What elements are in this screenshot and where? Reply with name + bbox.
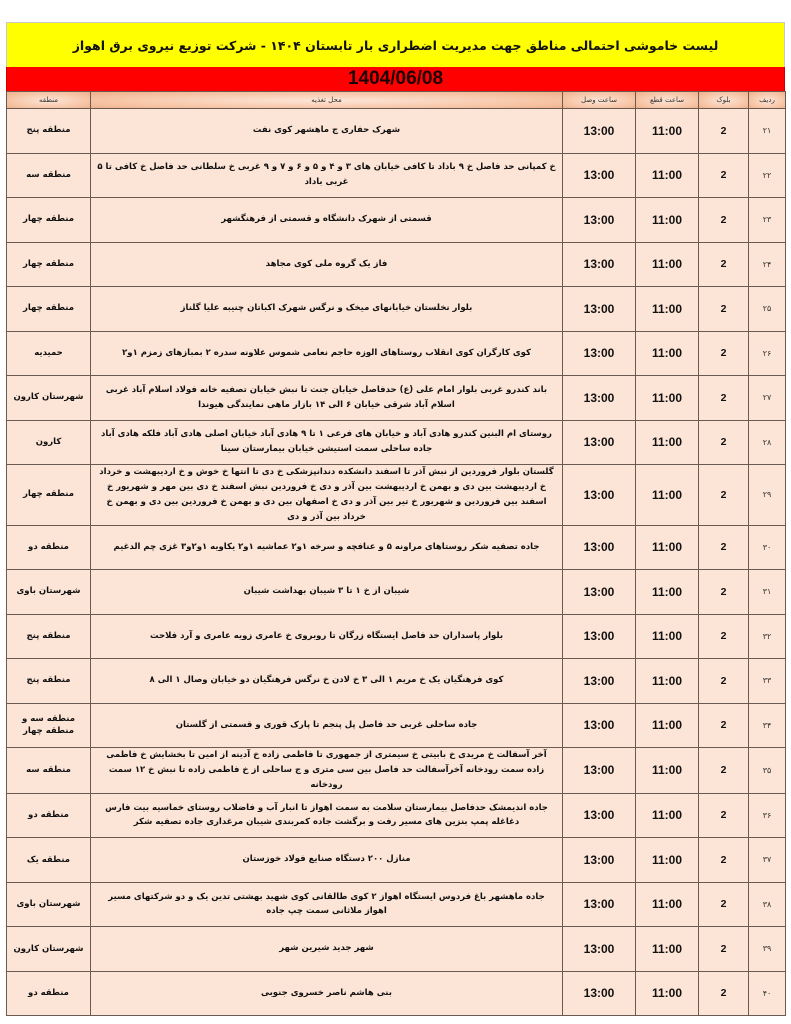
cut-time-cell: 11:00 bbox=[636, 882, 699, 927]
region-cell: منطقه چهار bbox=[7, 242, 91, 287]
cut-time-cell: 11:00 bbox=[636, 198, 699, 243]
table-row bbox=[7, 376, 786, 421]
row-number-cell: ۲۶ bbox=[749, 331, 786, 376]
table-row bbox=[7, 838, 786, 883]
region-cell: منطقه سه bbox=[7, 748, 91, 794]
row-number-cell: ۲۹ bbox=[749, 465, 786, 526]
row-number-cell: ۲۴ bbox=[749, 242, 786, 287]
region-cell: شهرستان باوی bbox=[7, 882, 91, 927]
block-cell: 2 bbox=[699, 882, 749, 927]
block-cell: 2 bbox=[699, 793, 749, 838]
table-row bbox=[7, 748, 786, 794]
block-cell: 2 bbox=[699, 376, 749, 421]
reconnect-time-cell: 13:00 bbox=[563, 614, 636, 659]
region-cell: شهرستان کارون bbox=[7, 376, 91, 421]
cut-time-cell: 11:00 bbox=[636, 287, 699, 332]
table-row bbox=[7, 525, 786, 570]
cut-time-cell: 11:00 bbox=[636, 525, 699, 570]
table-row bbox=[7, 242, 786, 287]
location-cell: باند کندرو غربی بلوار امام علی (ع) حدفاصل خیابان جنت تا نبش خیابان تصفیه خانه فولاد اسلام آباد غربی اسلام آباد شرقی خیابان ۶ الی ۱۴ بازار ماهی نمایندگی هیوندا bbox=[91, 376, 563, 421]
location-cell: جاده تصفیه شکر روستاهای مراونه ۵ و عنافچه و سرخه ۱و۲ عماشیه ۱و۲ یکاویه ۱و۲و۳ غزی چم الدغیم bbox=[91, 525, 563, 570]
location-cell: قسمتی از شهرک دانشگاه و قسمتی از فرهنگشهر bbox=[91, 198, 563, 243]
cut-time-cell: 11:00 bbox=[636, 927, 699, 972]
location-cell: آخر آسفالت خ مریدی خ بابیتی خ سیمتری از جمهوری تا فاطمی زاده خ آدینه از امین تا بخشایش خ فاطمی زاده سمت رودخانه آخرآسفالت حد فاصل بین سی متری و ج ساحلی از خ فاطمی زاده تا نبش خ ۱۲ سمت رودخانه bbox=[91, 748, 563, 794]
table-row bbox=[7, 109, 786, 154]
reconnect-time-cell: 13:00 bbox=[563, 376, 636, 421]
region-cell: منطقه چهار bbox=[7, 198, 91, 243]
reconnect-time-cell: 13:00 bbox=[563, 971, 636, 1016]
block-cell: 2 bbox=[699, 525, 749, 570]
location-cell: جاده ماهشهر باغ فردوس ایستگاه اهواز ۲ کوی طالقانی کوی شهید بهشتی تدین یک و دو شرکتهای مسیر اهواز ملاثانی سمت چپ جاده bbox=[91, 882, 563, 927]
block-cell: 2 bbox=[699, 570, 749, 615]
block-cell: 2 bbox=[699, 109, 749, 154]
reconnect-time-cell: 13:00 bbox=[563, 420, 636, 465]
region-cell: منطقه سه bbox=[7, 153, 91, 198]
reconnect-time-cell: 13:00 bbox=[563, 198, 636, 243]
table-row bbox=[7, 287, 786, 332]
table-row bbox=[7, 793, 786, 838]
location-cell: بلوار پاسداران حد فاصل ایستگاه زرگان تا روبروی خ عامری زویه عامری و آرد فلاحت bbox=[91, 614, 563, 659]
table-header-row bbox=[7, 92, 786, 109]
table-row bbox=[7, 570, 786, 615]
row-number-cell: ۳۵ bbox=[749, 748, 786, 794]
reconnect-time-cell: 13:00 bbox=[563, 927, 636, 972]
cut-time-cell: 11:00 bbox=[636, 703, 699, 748]
reconnect-time-cell: 13:00 bbox=[563, 570, 636, 615]
location-cell: جاده ساحلی غربی حد فاصل پل پنجم تا پارک قوری و قسمتی از گلستان bbox=[91, 703, 563, 748]
location-cell: شهر جدید شیرین شهر bbox=[91, 927, 563, 972]
reconnect-time-cell: 13:00 bbox=[563, 838, 636, 883]
row-number-cell: ۳۰ bbox=[749, 525, 786, 570]
region-cell: منطقه پنج bbox=[7, 109, 91, 154]
cut-time-cell: 11:00 bbox=[636, 793, 699, 838]
region-cell: منطقه دو bbox=[7, 525, 91, 570]
table-body bbox=[7, 109, 786, 1016]
cut-time-cell: 11:00 bbox=[636, 109, 699, 154]
block-cell: 2 bbox=[699, 465, 749, 526]
column-header-location: محل تغذیه bbox=[91, 92, 563, 109]
table-row bbox=[7, 882, 786, 927]
row-number-cell: ۲۷ bbox=[749, 376, 786, 421]
cut-time-cell: 11:00 bbox=[636, 376, 699, 421]
location-cell: کوی فرهنگیان یک خ مریم ۱ الی ۳ خ لادن خ نرگس فرهنگیان دو خیابان وصال ۱ الی ۸ bbox=[91, 659, 563, 704]
location-cell: منازل ۲۰۰ دستگاه صنایع فولاد خوزستان bbox=[91, 838, 563, 883]
location-cell: گلستان بلوار فروردین از نبش آذر تا اسفند دانشکده دندانپزشکی خ دی تا انتها خ خوش و خ اردیبهشت و خرداد خ اردیبهشت بین دی و بهمن خ اردیبهشت بین آذر و دی خ فروردین نبش اسفند خ دی بین مهر و شهریور خ اسفند بین فروردین و شهریور خ تیر بین آذر و دی خ اصفهان بین دی و بهمن خ فروردین بین دی و بهمن خ خرداد بین آذر و دی bbox=[91, 465, 563, 526]
table-row bbox=[7, 927, 786, 972]
location-cell: شیبان از خ ۱ تا ۳ شیبان بهداشت شیبان bbox=[91, 570, 563, 615]
reconnect-time-cell: 13:00 bbox=[563, 748, 636, 794]
cut-time-cell: 11:00 bbox=[636, 971, 699, 1016]
region-cell: منطقه چهار bbox=[7, 465, 91, 526]
block-cell: 2 bbox=[699, 838, 749, 883]
date-banner: 1404/06/08 bbox=[6, 67, 785, 91]
block-cell: 2 bbox=[699, 420, 749, 465]
cut-time-cell: 11:00 bbox=[636, 242, 699, 287]
location-cell: کوی کارگران کوی انقلاب روستاهای الوزه حاجم نعامی شموس علاونه سدره ۲ بمبازهای زمزم ۱و۲ bbox=[91, 331, 563, 376]
block-cell: 2 bbox=[699, 242, 749, 287]
block-cell: 2 bbox=[699, 748, 749, 794]
location-cell: شهرک حفاری ج ماهشهر کوی نفت bbox=[91, 109, 563, 154]
reconnect-time-cell: 13:00 bbox=[563, 242, 636, 287]
outage-sheet bbox=[6, 22, 785, 1016]
region-cell: منطقه پنج bbox=[7, 659, 91, 704]
location-cell: بلوار نخلستان خیابانهای میخک و نرگس شهرک اکباتان چنیبه علیا گلناز bbox=[91, 287, 563, 332]
block-cell: 2 bbox=[699, 198, 749, 243]
table-row bbox=[7, 971, 786, 1016]
outage-table bbox=[6, 91, 786, 1016]
table-row bbox=[7, 331, 786, 376]
row-number-cell: ۳۷ bbox=[749, 838, 786, 883]
row-number-cell: ۳۸ bbox=[749, 882, 786, 927]
block-cell: 2 bbox=[699, 927, 749, 972]
region-cell: منطقه دو bbox=[7, 793, 91, 838]
column-header-reconnect-time: ساعت وصل bbox=[563, 92, 636, 109]
reconnect-time-cell: 13:00 bbox=[563, 465, 636, 526]
cut-time-cell: 11:00 bbox=[636, 331, 699, 376]
reconnect-time-cell: 13:00 bbox=[563, 793, 636, 838]
table-row bbox=[7, 703, 786, 748]
row-number-cell: ۳۹ bbox=[749, 927, 786, 972]
block-cell: 2 bbox=[699, 659, 749, 704]
reconnect-time-cell: 13:00 bbox=[563, 659, 636, 704]
cut-time-cell: 11:00 bbox=[636, 153, 699, 198]
region-cell: منطقه پنج bbox=[7, 614, 91, 659]
row-number-cell: ۲۵ bbox=[749, 287, 786, 332]
location-cell: فاز یک گروه ملی کوی مجاهد bbox=[91, 242, 563, 287]
location-cell: روستای ام البنین کندرو هادی آباد و خیابان های فرعی ۱ تا ۹ هادی آباد خیابان اصلی هادی آباد فلکه هادی آباد جاده ساحلی سمت استیشن خیابان بیمارستان سینا bbox=[91, 420, 563, 465]
reconnect-time-cell: 13:00 bbox=[563, 703, 636, 748]
region-cell: منطقه چهار bbox=[7, 287, 91, 332]
region-cell: شهرستان باوی bbox=[7, 570, 91, 615]
row-number-cell: ۲۱ bbox=[749, 109, 786, 154]
table-row bbox=[7, 153, 786, 198]
region-cell: حمیدیه bbox=[7, 331, 91, 376]
table-row bbox=[7, 198, 786, 243]
region-cell: کارون bbox=[7, 420, 91, 465]
row-number-cell: ۳۲ bbox=[749, 614, 786, 659]
block-cell: 2 bbox=[699, 703, 749, 748]
row-number-cell: ۲۸ bbox=[749, 420, 786, 465]
region-cell: منطقه سه و منطقه چهار bbox=[7, 703, 91, 748]
region-cell: منطقه دو bbox=[7, 971, 91, 1016]
cut-time-cell: 11:00 bbox=[636, 570, 699, 615]
region-cell: منطقه یک bbox=[7, 838, 91, 883]
table-row bbox=[7, 614, 786, 659]
column-header-row: ردیف bbox=[749, 92, 786, 109]
row-number-cell: ۳۳ bbox=[749, 659, 786, 704]
reconnect-time-cell: 13:00 bbox=[563, 525, 636, 570]
location-cell: جاده اندیمشک حدفاصل بیمارستان سلامت به سمت اهواز تا انبار آب و فاضلاب روستای خماسیه بیت فارس دغاغله پمپ بنزین های مسیر رفت و برگشت جاده کمربندی شیبان مرغداری جاده تصفیه شکر bbox=[91, 793, 563, 838]
cut-time-cell: 11:00 bbox=[636, 465, 699, 526]
row-number-cell: ۳۴ bbox=[749, 703, 786, 748]
table-row bbox=[7, 420, 786, 465]
reconnect-time-cell: 13:00 bbox=[563, 331, 636, 376]
block-cell: 2 bbox=[699, 971, 749, 1016]
reconnect-time-cell: 13:00 bbox=[563, 287, 636, 332]
column-header-region: منطقه bbox=[7, 92, 91, 109]
cut-time-cell: 11:00 bbox=[636, 614, 699, 659]
page-title: لیست خاموشی احتمالی مناطق جهت مدیریت اضطراری بار تابستان ۱۴۰۴ - شرکت توزیع نیروی برق اهواز bbox=[6, 22, 785, 67]
location-cell: بنی هاشم ناصر خسروی جنوبی bbox=[91, 971, 563, 1016]
reconnect-time-cell: 13:00 bbox=[563, 882, 636, 927]
reconnect-time-cell: 13:00 bbox=[563, 153, 636, 198]
row-number-cell: ۳۱ bbox=[749, 570, 786, 615]
column-header-cut-time: ساعت قطع bbox=[636, 92, 699, 109]
block-cell: 2 bbox=[699, 614, 749, 659]
block-cell: 2 bbox=[699, 287, 749, 332]
row-number-cell: ۳۶ bbox=[749, 793, 786, 838]
block-cell: 2 bbox=[699, 153, 749, 198]
cut-time-cell: 11:00 bbox=[636, 659, 699, 704]
region-cell: شهرستان کارون bbox=[7, 927, 91, 972]
table-row bbox=[7, 659, 786, 704]
cut-time-cell: 11:00 bbox=[636, 748, 699, 794]
table-row bbox=[7, 465, 786, 526]
cut-time-cell: 11:00 bbox=[636, 838, 699, 883]
reconnect-time-cell: 13:00 bbox=[563, 109, 636, 154]
row-number-cell: ۴۰ bbox=[749, 971, 786, 1016]
block-cell: 2 bbox=[699, 331, 749, 376]
location-cell: خ کمپانی حد فاصل خ ۹ باداد تا کافی خیابان های ۳ و ۴ و ۵ و ۶ و ۷ و ۹ غربی خ سلطانی حد فاصل خ کافی تا ۵ غربی باداد bbox=[91, 153, 563, 198]
row-number-cell: ۲۲ bbox=[749, 153, 786, 198]
row-number-cell: ۲۳ bbox=[749, 198, 786, 243]
column-header-block: بلوک bbox=[699, 92, 749, 109]
cut-time-cell: 11:00 bbox=[636, 420, 699, 465]
